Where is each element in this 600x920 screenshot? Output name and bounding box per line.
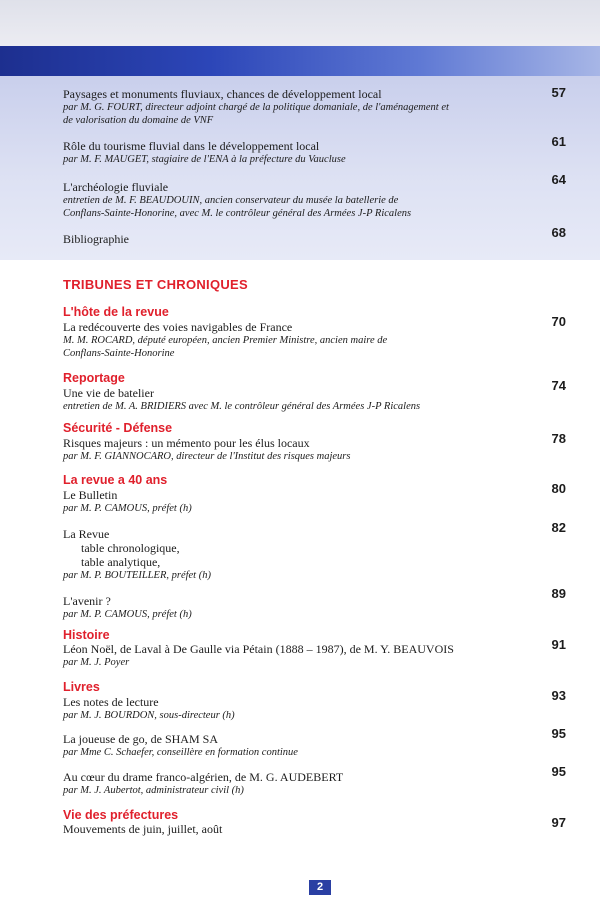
page-ref: 74 — [551, 378, 566, 393]
entry-author: par M. F. MAUGET, stagiaire de l'ENA à la préfecture du Vaucluse — [63, 154, 346, 165]
page-ref: 89 — [551, 586, 566, 601]
rubric-heading: L'hôte de la revue — [63, 305, 169, 319]
page-ref: 82 — [551, 520, 566, 535]
header-band — [0, 0, 600, 46]
entry-title: Risques majeurs : un mémento pour les élus locaux — [63, 436, 310, 450]
entry-author: par Mme C. Schaefer, conseillère en formation continue — [63, 747, 298, 758]
page-ref: 91 — [551, 637, 566, 652]
entry-title: Au cœur du drame franco-algérien, de M. G. AUDEBERT — [63, 770, 344, 784]
rubric-heading: La revue a 40 ans — [63, 473, 168, 487]
toc-entry — [63, 87, 533, 127]
entry-author: Conflans-Sainte-Honorine — [63, 348, 175, 359]
entry-author: M. M. ROCARD, député européen, ancien Premier Ministre, ancien maire de — [63, 335, 388, 346]
toc-entry — [63, 822, 533, 836]
entry-title: Léon Noël, de Laval à De Gaulle via Pétain (1888 – 1987), de M. Y. BEAUVOIS — [63, 642, 454, 656]
page-ref: 61 — [551, 134, 566, 149]
toc-entry — [63, 642, 543, 669]
entry-title: Le Bulletin — [63, 488, 118, 502]
toc-entry — [63, 770, 533, 797]
entry-author: par M. P. CAMOUS, préfet (h) — [63, 609, 192, 620]
toc-entry — [63, 527, 533, 582]
entry-author: par M. J. Poyer — [63, 657, 130, 668]
page-ref: 80 — [551, 481, 566, 496]
entry-title: Rôle du tourisme fluvial dans le développement local — [63, 139, 320, 153]
entry-title: L'archéologie fluviale — [63, 180, 169, 194]
entry-title: Mouvements de juin, juillet, août — [63, 822, 223, 836]
page-ref: 68 — [551, 225, 566, 240]
page-ref: 57 — [551, 85, 566, 100]
toc-entry — [63, 695, 533, 722]
page-ref: 93 — [551, 688, 566, 703]
section-title: TRIBUNES ET CHRONIQUES — [63, 277, 249, 292]
page-ref: 64 — [551, 172, 566, 187]
page-ref: 97 — [551, 815, 566, 830]
entry-title: La Revue — [63, 527, 110, 541]
entry-author: par M. J. BOURDON, sous-directeur (h) — [63, 710, 235, 721]
toc-entry — [63, 232, 533, 246]
toc-entry — [63, 488, 533, 515]
toc-entry — [63, 436, 533, 463]
toc-entry — [63, 180, 533, 220]
entry-author: de valorisation du domaine de VNF — [63, 115, 214, 126]
toc-entry — [63, 320, 533, 360]
toc-entry — [63, 732, 533, 759]
page-ref: 70 — [551, 314, 566, 329]
entry-author: Conflans-Sainte-Honorine, avec M. le contrôleur général des Armées J-P Ricalens — [63, 208, 412, 219]
rubric-heading: Livres — [63, 680, 100, 694]
page-ref: 95 — [551, 764, 566, 779]
entry-author: par M. F. GIANNOCARO, directeur de l'Institut des risques majeurs — [63, 451, 351, 462]
entry-title: Bibliographie — [63, 232, 129, 246]
rubric-heading: Sécurité - Défense — [63, 421, 173, 435]
rubric-heading: Histoire — [63, 628, 110, 642]
rubric-heading: Vie des préfectures — [63, 808, 179, 822]
rubric-heading: Reportage — [63, 371, 125, 385]
entry-author: par M. J. Aubertot, administrateur civil (h) — [63, 785, 244, 796]
entry-author: entretien de M. A. BRIDIERS avec M. le contrôleur général des Armées J-P Ricalens — [63, 401, 421, 412]
entry-title: L'avenir ? — [63, 594, 111, 608]
toc-entry — [63, 594, 533, 621]
entry-author: par M. G. FOURT, directeur adjoint chargé de la politique domaniale, de l'aménagement et — [63, 102, 449, 113]
entry-subline: table analytique, — [81, 555, 161, 569]
page-number: 2 — [309, 880, 331, 895]
page-ref: 78 — [551, 431, 566, 446]
toc-entry — [63, 139, 533, 166]
toc-entry — [63, 386, 533, 413]
entry-title: Paysages et monuments fluviaux, chances de développement local — [63, 87, 382, 101]
entry-title: Les notes de lecture — [63, 695, 159, 709]
entry-author: par M. P. CAMOUS, préfet (h) — [63, 503, 192, 514]
entry-title: La redécouverte des voies navigables de France — [63, 320, 293, 334]
blue-gradient-band — [0, 46, 600, 76]
entry-author: entretien de M. F. BEAUDOUIN, ancien conservateur du musée la batellerie de — [63, 195, 399, 206]
entry-title: Une vie de batelier — [63, 386, 154, 400]
entry-author: par M. P. BOUTEILLER, préfet (h) — [63, 570, 211, 581]
entry-subline: table chronologique, — [81, 541, 180, 555]
page-ref: 95 — [551, 726, 566, 741]
entry-title: La joueuse de go, de SHAM SA — [63, 732, 218, 746]
